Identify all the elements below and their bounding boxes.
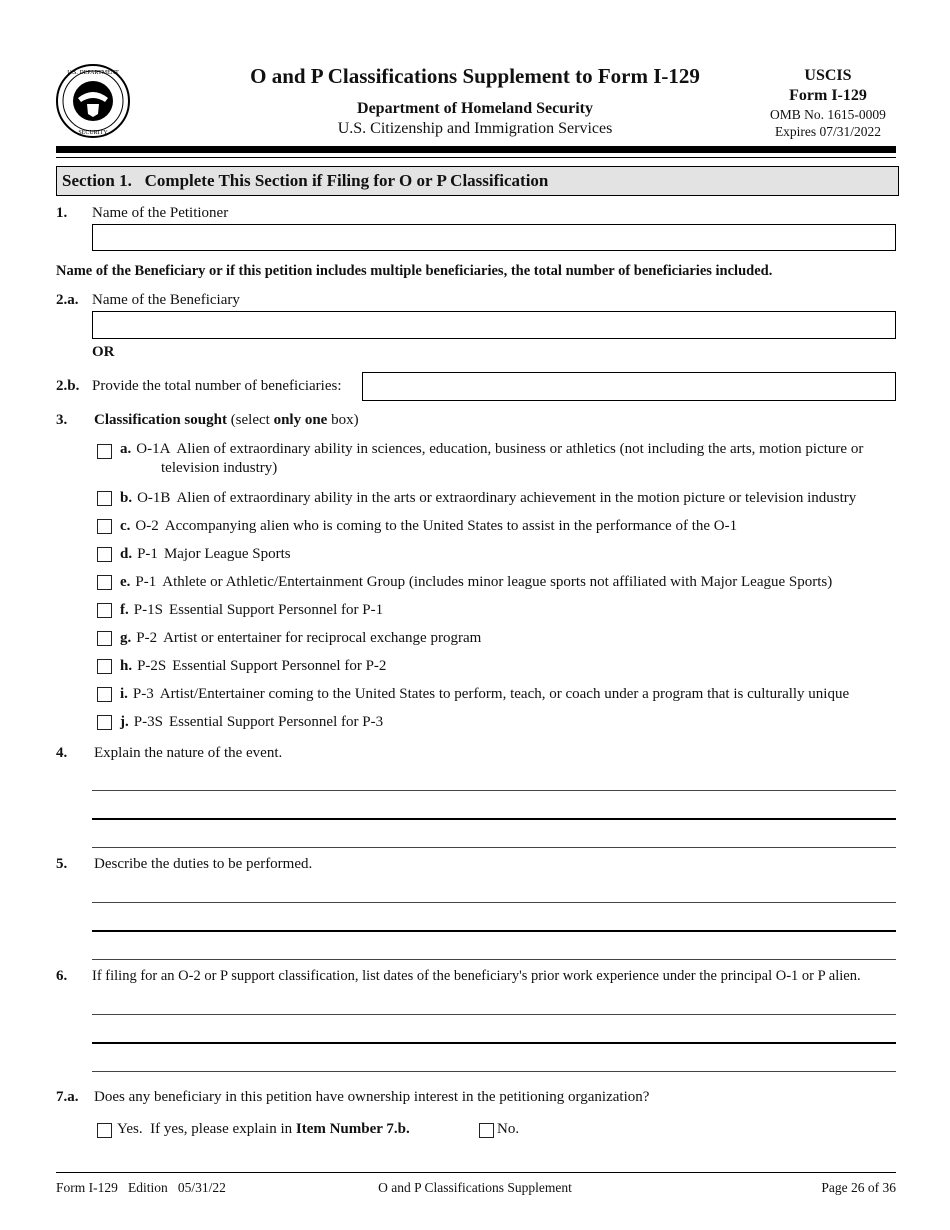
event-nature-textarea[interactable] [92, 770, 896, 848]
ownership-yes-label [117, 1121, 410, 1138]
q4-number: 4. [56, 745, 68, 761]
omb-number: OMB No. 1615-0009 [770, 107, 886, 122]
q3-label-end: box) [327, 412, 359, 428]
answer-line [92, 818, 896, 820]
checkbox-p1s[interactable] [97, 603, 112, 618]
q3-label-bold2: only one [273, 412, 328, 428]
ownership-yes-checkbox[interactable] [97, 1123, 112, 1138]
q1-label: Name of the Petitioner [92, 205, 896, 225]
header-rule-thick [56, 146, 896, 153]
checkbox-o2[interactable] [97, 519, 112, 534]
option-p2s [120, 657, 896, 676]
q3-number: 3. [56, 412, 68, 428]
option-o1a [120, 440, 896, 478]
option-letter: g. [120, 630, 132, 646]
checkbox-o1a[interactable] [97, 444, 112, 459]
footer-edition: Form I-129 Edition 05/31/22 [56, 1180, 226, 1195]
form-number: Form I-129 [789, 87, 867, 104]
section-1-heading: Section 1. Complete This Section if Filing for O or P Classification [56, 166, 899, 196]
header-rule-thin [56, 157, 896, 158]
option-code: P-1S [133, 602, 163, 618]
agency-name: U.S. Citizenship and Immigration Services [337, 120, 613, 137]
form-title: O and P Classifications Supplement to Form I-129 [250, 64, 700, 88]
q2a-label: Name of the Beneficiary [92, 292, 896, 312]
q6-number: 6. [56, 968, 68, 984]
checkbox-o1b[interactable] [97, 491, 112, 506]
option-letter: i. [120, 686, 128, 702]
checkbox-p2s[interactable] [97, 659, 112, 674]
ownership-no-label: No. [497, 1121, 520, 1137]
option-code: P-2 [136, 630, 158, 646]
option-code: P-3S [133, 714, 163, 730]
form-id-block [760, 66, 896, 106]
option-o1b [120, 489, 896, 508]
option-text: Artist or entertainer for reciprocal exchange program [163, 630, 482, 646]
checkbox-p1-major-league[interactable] [97, 547, 112, 562]
yes-text: Yes. If yes, please explain in [117, 1121, 296, 1137]
answer-line [92, 1071, 896, 1072]
beneficiary-instruction: Name of the Beneficiary or if this petition includes multiple beneficiaries, the total number of beneficiaries included. [56, 263, 773, 279]
option-letter: d. [120, 546, 133, 562]
checkbox-p1-athlete[interactable] [97, 575, 112, 590]
option-code: O-1B [137, 490, 171, 506]
option-text: Essential Support Personnel for P-1 [168, 602, 384, 618]
q5-label: Describe the duties to be performed. [94, 856, 313, 872]
option-text: Alien of extraordinary ability in sciences, education, business or athletics (not including the arts, motion picture or television industry) [161, 441, 864, 476]
beneficiary-name-input[interactable] [92, 311, 896, 339]
footer-rule [56, 1172, 896, 1173]
answer-line [92, 902, 896, 903]
option-text: Major League Sports [163, 546, 291, 562]
option-text: Artist/Entertainer coming to the United States to perform, teach, or coach under a program that is culturally unique [159, 686, 850, 702]
duties-textarea[interactable] [92, 882, 896, 960]
option-code: P-1 [135, 574, 157, 590]
option-code: O-2 [135, 518, 159, 534]
option-p2 [120, 629, 896, 648]
footer-form-name: O and P Classifications Supplement [378, 1180, 572, 1195]
uscis-label: USCIS [804, 67, 852, 84]
option-letter: b. [120, 490, 133, 506]
q2b-number: 2.b. [56, 378, 80, 394]
or-label: OR [92, 344, 115, 360]
page-number: Page 26 of 36 [821, 1180, 896, 1195]
option-text: Athlete or Athletic/Entertainment Group (includes minor league sports not affiliated with Major League Sports) [162, 574, 833, 590]
option-o2 [120, 517, 896, 536]
option-letter: c. [120, 518, 131, 534]
expiration-date: Expires 07/31/2022 [774, 124, 882, 139]
option-letter: h. [120, 658, 133, 674]
option-text: Accompanying alien who is coming to the United States to assist in the performance of the O-1 [164, 518, 738, 534]
petitioner-name-input[interactable] [92, 224, 896, 251]
answer-line [92, 959, 896, 960]
option-letter: j. [120, 714, 129, 730]
q3-label-mid: (select [226, 412, 274, 428]
q3-label [94, 412, 359, 429]
department-name: Department of Homeland Security [357, 100, 593, 117]
item-7b-reference: Item Number 7.b. [295, 1121, 410, 1137]
checkbox-p2[interactable] [97, 631, 112, 646]
option-p1-major-league [120, 545, 896, 564]
q2b-label: Provide the total number of beneficiaries: [92, 378, 342, 394]
option-p1s [120, 601, 896, 620]
q5-number: 5. [56, 856, 68, 872]
q2a-number: 2.a. [56, 292, 79, 308]
answer-line [92, 1042, 896, 1044]
omb-block [760, 106, 896, 140]
svg-text:U.S. DEPARTMENT: U.S. DEPARTMENT [67, 70, 119, 76]
q7a-number: 7.a. [56, 1089, 79, 1105]
svg-text:SECURITY: SECURITY [78, 130, 108, 136]
option-letter: e. [120, 574, 131, 590]
dhs-seal-logo [56, 64, 130, 138]
option-p3s [120, 713, 896, 732]
q7a-label: Does any beneficiary in this petition have ownership interest in the petitioning organization? [94, 1089, 650, 1105]
option-text: Alien of extraordinary ability in the arts or extraordinary achievement in the motion picture or television industry [176, 490, 857, 506]
q3-label-bold: Classification sought [94, 412, 227, 428]
prior-experience-textarea[interactable] [92, 994, 896, 1072]
answer-line [92, 847, 896, 848]
option-letter: a. [120, 441, 132, 457]
answer-line [92, 790, 896, 791]
option-text: Essential Support Personnel for P-3 [168, 714, 384, 730]
answer-line [92, 930, 896, 932]
option-code: P-3 [132, 686, 154, 702]
q4-label: Explain the nature of the event. [94, 745, 283, 761]
ownership-no-checkbox[interactable] [479, 1123, 494, 1138]
option-letter: f. [120, 602, 129, 618]
q6-label: If filing for an O-2 or P support classification, list dates of the beneficiary's prior work experience under the principal O-1 or P alien. [92, 968, 861, 984]
checkbox-p3s[interactable] [97, 715, 112, 730]
answer-line [92, 1014, 896, 1015]
option-p1-athlete [120, 573, 896, 592]
option-code: O-1A [136, 441, 171, 457]
q1-number: 1. [56, 205, 68, 221]
option-code: P-1 [137, 546, 158, 562]
option-text: Essential Support Personnel for P-2 [172, 658, 387, 674]
beneficiary-count-input[interactable] [362, 372, 896, 401]
option-code: P-2S [137, 658, 167, 674]
checkbox-p3[interactable] [97, 687, 112, 702]
option-p3 [120, 685, 896, 704]
